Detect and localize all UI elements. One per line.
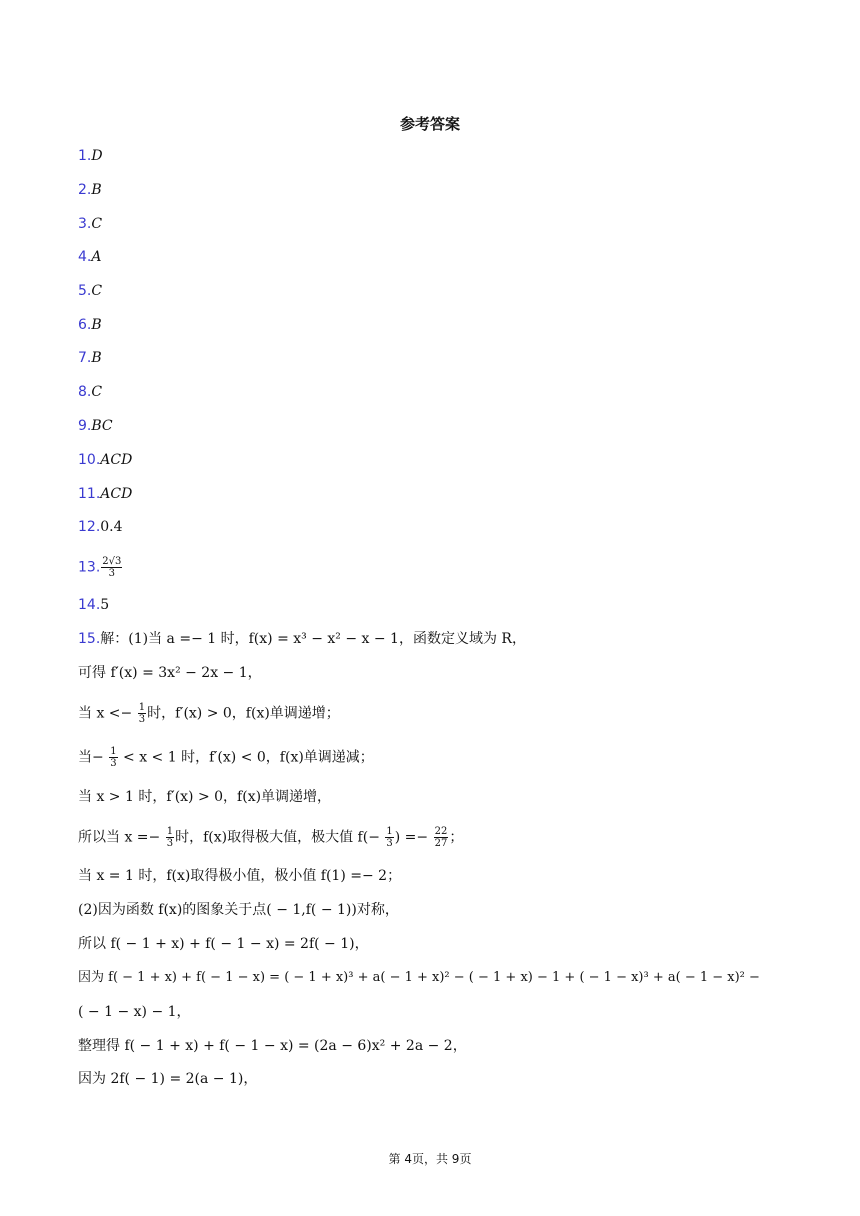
solution-text: 当 x > 1 时，f′(x) > 0，f(x)单调递增， <box>78 789 332 805</box>
solution-line <box>78 1002 191 1022</box>
solution-text: ( − 1 − x) − 1， <box>78 1004 191 1020</box>
solution-text: 时，f′(x) > 0，f(x)单调递增； <box>147 705 340 722</box>
answer-number: 1. <box>78 148 92 164</box>
answer-number: 2. <box>78 182 92 198</box>
answer-number: 14. <box>78 597 101 613</box>
solution-line <box>78 1069 257 1089</box>
solution-text: 所以 f( − 1 + x) + f( − 1 − x) = 2f( − 1)， <box>78 936 369 952</box>
solution-line <box>78 702 340 725</box>
fraction: $\frac{1}{3}$ <box>386 826 393 849</box>
answer-line <box>78 180 102 200</box>
answer-number: 9. <box>78 418 92 434</box>
solution-text: 当− <box>78 749 109 766</box>
answer-text: D <box>91 148 103 164</box>
answer-text: ACD <box>100 452 133 468</box>
answer-line <box>78 146 103 166</box>
answer-number: 10. <box>78 452 101 468</box>
answer-number: 6. <box>78 317 92 333</box>
solution-text: 因为 f( − 1 + x) + f( − 1 − x) = ( − 1 + x)³ + a( − 1 + x)² − ( − 1 + x) − 1 + ( − 1 − x)³ + a( − 1 − x)² − <box>78 970 760 985</box>
answer-text: B <box>91 350 102 366</box>
solution-line <box>78 663 262 683</box>
answer-line <box>78 484 132 504</box>
solution-line <box>78 968 760 988</box>
solution-text: 当 x = 1 时，f(x)取得极小值，极小值 f(1) =− 2； <box>78 868 402 884</box>
answer-line <box>78 348 102 368</box>
solution-text: ； <box>449 829 464 846</box>
solution-line <box>78 746 374 769</box>
answer-line <box>78 214 102 234</box>
solution-text: 可得 f′(x) = 3x² − 2x − 1， <box>78 665 262 681</box>
solution-line <box>78 1036 467 1056</box>
answer-line <box>78 247 101 267</box>
solution-line <box>78 934 369 954</box>
answer-line <box>78 315 102 335</box>
answer-text: C <box>91 283 103 299</box>
answer-number: 11. <box>78 486 101 502</box>
answer-text: C <box>91 384 103 400</box>
solution-text: (2)因为函数 f(x)的图象关于点( − 1,f( − 1))对称， <box>78 902 399 918</box>
fraction: $\frac{1}{3}$ <box>138 702 146 725</box>
answer-text: B <box>91 182 102 198</box>
answer-number: 3. <box>78 216 92 232</box>
solution-line <box>78 629 526 649</box>
answer-number: 12. <box>78 519 101 535</box>
answer-number: 8. <box>78 384 92 400</box>
answer-text: B <box>91 317 102 333</box>
solution-text: 解：(1)当 a =− 1 时，f(x) = x³ − x² − x − 1，函数定义域为 R， <box>100 631 526 647</box>
answer-line <box>78 517 123 537</box>
fraction: $\frac{1}{3}$ <box>166 826 174 849</box>
answer-line <box>78 556 123 579</box>
solution-line <box>78 787 331 807</box>
solution-number: 15. <box>78 631 101 647</box>
solution-text: 当 x <− <box>78 705 137 722</box>
solution-text: 时，f(x)取得极大值，极大值 f(− <box>175 829 385 846</box>
solution-line <box>78 900 399 920</box>
answer-number: 4. <box>78 249 92 265</box>
answer-line <box>78 595 109 615</box>
solution-text: < x < 1 时，f′(x) < 0，f(x)单调递减； <box>118 749 374 766</box>
answer-text: 0.4 <box>100 519 123 535</box>
answer-number: 5. <box>78 283 92 299</box>
answer-line <box>78 281 102 301</box>
page-footer: 第 4页，共 9页 <box>388 1152 472 1166</box>
answer-text: C <box>91 216 103 232</box>
answer-number: 13. <box>78 559 101 576</box>
answer-text: ACD <box>100 486 133 502</box>
solution-text: 因为 2f( − 1) = 2(a − 1)， <box>78 1071 258 1087</box>
answer-line <box>78 416 113 436</box>
page-title: 参考答案 <box>399 115 460 133</box>
answer-line <box>78 450 132 470</box>
fraction: $\frac{22}{27}$ <box>434 826 448 849</box>
solution-text: 整理得 f( − 1 + x) + f( − 1 − x) = (2a − 6)x² + 2a − 2， <box>78 1038 467 1054</box>
solution-text: 所以当 x =− <box>78 829 165 846</box>
answer-fraction: $\frac{2√3}{3}$ <box>102 556 122 579</box>
fraction: $\frac{1}{3}$ <box>110 746 117 769</box>
solution-text: ) =− <box>394 829 433 846</box>
answer-line <box>78 382 102 402</box>
answer-text: A <box>91 249 102 265</box>
solution-line <box>78 826 463 849</box>
answer-text: 5 <box>100 597 110 613</box>
solution-line <box>78 866 401 886</box>
answer-number: 7. <box>78 350 92 366</box>
answer-text: BC <box>91 418 113 434</box>
